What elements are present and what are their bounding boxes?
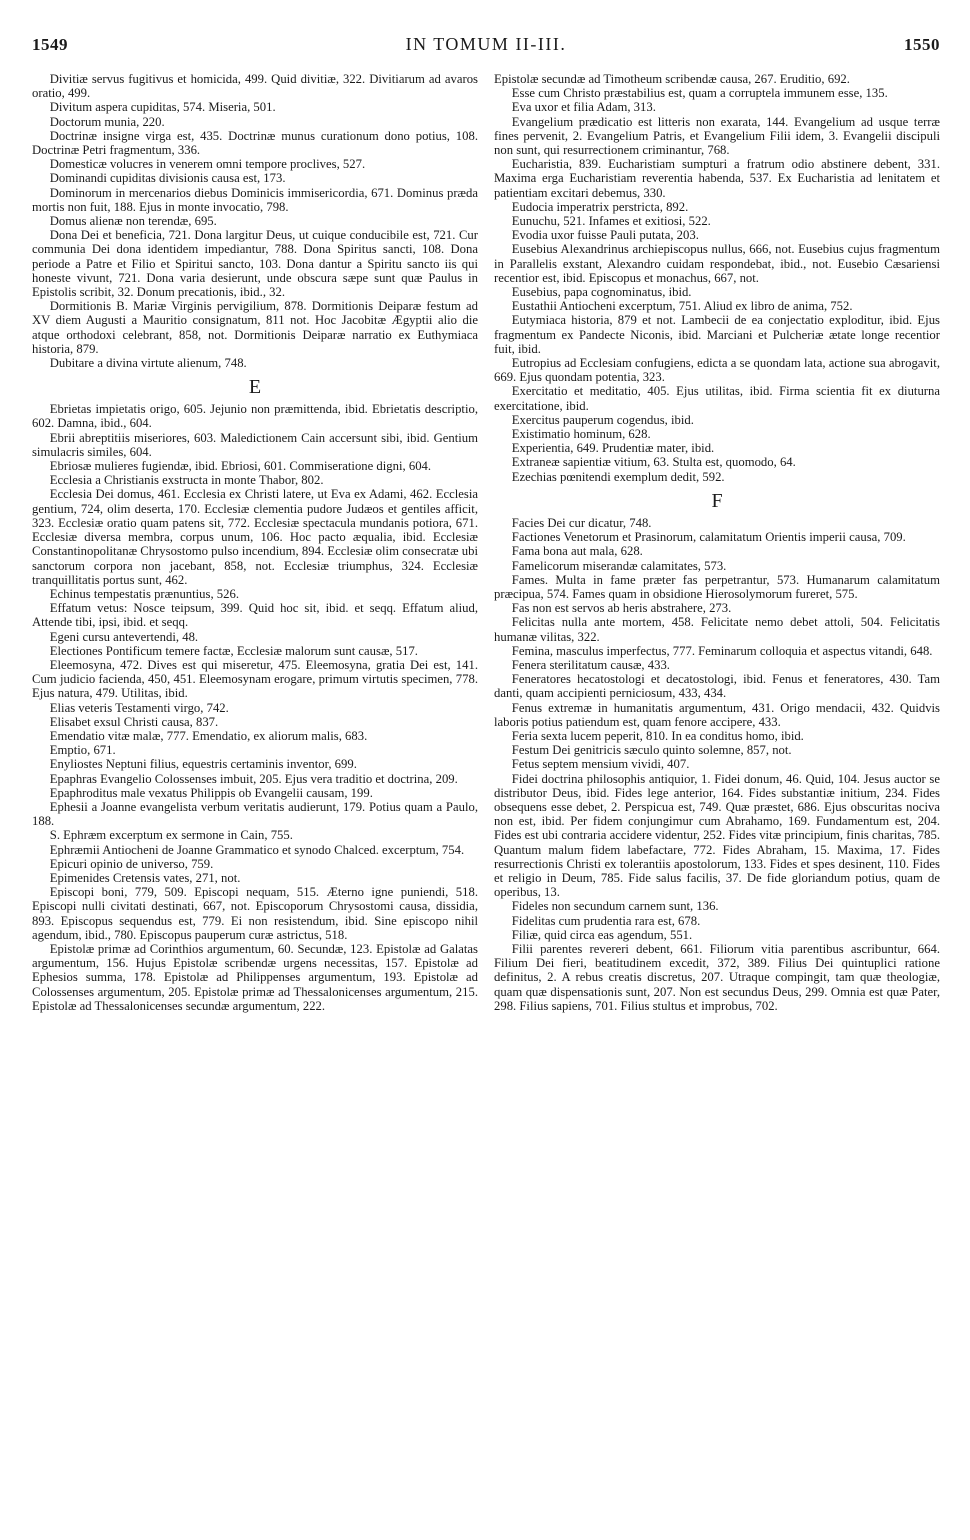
index-entry: S. Ephræm excerptum ex sermone in Cain, 755.: [49, 828, 293, 843]
index-entry: Eudocia imperatrix perstricta, 892.: [511, 199, 689, 214]
section-letter-e: E: [248, 376, 262, 399]
index-entry: Fideles non secundum carnem sunt, 136.: [511, 899, 719, 914]
index-entry: Effatum vetus: Nosce teipsum, 399. Quid hoc sit, ibid. et seqq. Effatum aliud, Attende tibi, ipsi, ibid. et seqq.: [32, 601, 478, 630]
index-columns: [32, 72, 940, 1013]
index-entry: Domesticæ volucres in venerem omni tempore proclives, 527.: [49, 157, 366, 172]
index-entry: Epistolæ primæ ad Corinthios argumentum, 60. Secundæ, 123. Epistolæ ad Galatas argumentum, 156. Hujus Epistolæ scribendæ urgens necessitas, 157. Epistolæ ad Ephesios summa, 178. Epistolæ ad Philippenses argumentum, 193. Epistolæ ad Colossenses argumentum, 205. Epistolæ primæ ad Thessalonicenses argumentum, 215. Epistolæ ad Thessalonicenses secundæ argumentum, 222.: [32, 941, 478, 1013]
index-entry: Ezechias pœnitendi exemplum dedit, 592.: [511, 469, 725, 484]
index-entry: Fas non est servos ab heris abstrahere, 273.: [511, 601, 732, 616]
index-entry: Emptio, 671.: [49, 743, 116, 758]
index-entry: Elias veteris Testamenti virgo, 742.: [49, 700, 229, 715]
index-entry: Fetus septem mensium vividi, 407.: [511, 757, 690, 772]
index-entry: Eustathii Antiocheni excerptum, 751. Aliud ex libro de anima, 752.: [511, 299, 853, 314]
index-entry: Feneratores hecatostologi et decatostologi, ibid. Fenus et feneratores, 430. Tam danti, quam accipienti perniciosum, 433, 434.: [494, 672, 940, 701]
index-entry: Echinus tempestatis prænuntius, 526.: [49, 586, 240, 601]
index-entry: Existimatio hominum, 628.: [511, 427, 651, 442]
index-entry: Eusebius Alexandrinus archiepiscopus nullus, 666, not. Eusebius cujus fragmentum in Parallelis exstant, Alexandro cuidam respondebat, ibid., not. Eusebio Cæsariensi recentior est, ibid. Episcopus et monachus, 667, not.: [494, 242, 940, 285]
index-entry: Fidelitas cum prudentia rara est, 678.: [511, 913, 701, 928]
index-entry: Ecclesia a Christianis exstructa in monte Thabor, 802.: [49, 473, 324, 488]
index-entry: Dominandi cupiditas divisionis causa est, 173.: [49, 171, 286, 186]
index-entry: Fidei doctrina philosophis antiquior, 1. Fidei donum, 46. Quid, 104. Jesus auctor se distributor Deus, ibid. Fides lege anterior, 164. Fides substantiæ initium, 234. Fides obsequens esse debet, 2. Perspicua est, 749. Quæ præstet, 686. Ejus obscuritas nociva non est, ibid. Per fidem conjungimur cum Abrahamo, 169. Fundamentum est, 204. Fides est ubi contraria accidere videntur, 252. Fides vitæ principium, finis charitas, 785. Quantum malum fidem labefactare, 772. Fides Abraham, 15. Maxima, 17. Fides resurrectionis Christi ex tolerantiis apostolorum, 133. Fides et spes desinent, 110. Fides et religio in Deum, 785. Fide salus facilis, 37. De fide gloriandum potius, quam de operibus, 13.: [494, 771, 940, 900]
index-entry: Elisabet exsul Christi causa, 837.: [49, 714, 219, 729]
right-column: [494, 72, 940, 1013]
index-entry: Festum Dei genitricis sæculo quinto solemne, 857, not.: [511, 743, 792, 758]
index-entry: Egeni cursu antevertendi, 48.: [49, 629, 199, 644]
index-entry: Fenus extremæ in humanitatis argumentum, 431. Origo mendacii, 432. Quidvis laboris potius patiendum est, quam fenore accipere, 433.: [494, 700, 940, 729]
index-entry: Eucharistia, 839. Eucharistiam sumpturi a fratrum odio abstinere debent, 331. Maxima erga Eucharistiam reverentia habenda, 537. Ex Eucharistia ad lenitatem et patientiam excitari debemus, 330.: [494, 157, 940, 200]
index-entry: Ephesii a Joanne evangelista verbum veritatis audierunt, 179. Potius quam a Paulo, 188.: [32, 799, 478, 829]
index-entry: Filii parentes revereri debent, 661. Filiorum vitia parentibus ascribuntur, 664. Filium Dei fieri, beatitudinem excedit, 372, 389. Filius Dei quintuplici ratione definitus, 2. A rebus creatis discretus, 207. Utraque compingit, tam quæ theologiæ, quam quæ dispensationis sunt, 207. Non est secundus Deus, 299. Omnia est quæ Pater, 298. Filius sapiens, 701. Filius stultus et improbus, 702.: [494, 941, 940, 1013]
index-entry: Famelicorum miserandæ calamitates, 573.: [511, 558, 727, 573]
index-entry: Evangelium prædicatio est litteris non exarata, 144. Evangelium ad usque terræ fines pervenit, 2. Evangelium Patris, et Evangelium Filii idem, 3. Evangelii discipuli non sunt, qui resurrectionem criminantur, 768.: [494, 114, 940, 158]
index-entry: Eutymiaca historia, 879 et not. Lambecii de ea conjectatio exploditur, ibid. Ejus fragmentum ex Pandecte Niconis, ibid. Marciani et Pulcheriæ ætate longe recentior fuit, ibid.: [494, 313, 940, 356]
index-entry: Epimenides Cretensis vates, 271, not.: [49, 870, 241, 885]
index-entry: Ebriosæ mulieres fugiendæ, ibid. Ebriosi, 601. Commiseratione digni, 604.: [49, 459, 432, 474]
index-entry: Ecclesia Dei domus, 461. Ecclesia ex Christi latere, ut Eva ex Adami, 462. Ecclesia gentium, 724, olim deserta, 170. Ecclesiæ clementia pudore Judæos et gentiles afficit, 323. Ecclesiæ oratio quam patens sit, 772. Ecclesiæ spectacula mundanis potiora, 671. Ecclesiæ diversa membra, corpus unum, 106. Hoc pacto æqualia, ibid. Ecclesiæ Constantinopolitanæ Chrysostomo pulso incendium, 894. Ecclesiæ olim consecratæ ubi sanctorum corpora non jacebant, 858, not. Ecclesiæ triumphus, 324. Ecclesiæ tranquillitatis portus sunt, 462.: [32, 487, 478, 587]
index-entry: Domus alienæ non terendæ, 695.: [49, 214, 217, 229]
index-entry: Ephræmii Antiocheni de Joanne Grammatico et synodo Chalced. excerptum, 754.: [49, 842, 465, 857]
index-entry: Eusebius, papa cognominatus, ibid.: [511, 285, 692, 300]
index-entry: Episcopi boni, 779, 509. Episcopi nequam, 515. Æterno igne puniendi, 518. Episcopi nulli civitati destinati, 667, not. Episcoporum Chrysostomi causa, dissidia, 893. Episcopus sequendus est, 779. Ei non resistendum, ibid. Sine episcopo nihil agendum, ibid., 780. Episcopus pauperum curæ astrictus, 518.: [32, 885, 478, 942]
index-entry: Emendatio vitæ malæ, 777. Emendatio, ex aliorum malis, 683.: [49, 728, 368, 743]
page-header: [32, 34, 940, 64]
index-entry: Doctrinæ insigne virga est, 435. Doctrinæ munus curationum dono potius, 108. Doctrinæ Petri fragmentum, 336.: [32, 128, 478, 158]
index-entry: Eutropius ad Ecclesiam confugiens, edicta a se quondam lata, actione sua abrogavit, 669. Ejus quondam potentia, 323.: [494, 356, 940, 385]
left-page-number: 1549: [32, 35, 68, 54]
index-entry: Fama bona aut mala, 628.: [511, 544, 643, 559]
index-entry: Eva uxor et filia Adam, 313.: [511, 100, 656, 115]
index-entry: Factiones Venetorum et Prasinorum, calamitatum Orientis imperii causa, 709.: [511, 530, 906, 545]
index-entry: Fames. Multa in fame præter fas perpetrantur, 573. Humanarum calamitatum præcipua, 574. Fames quam in obsidione Hierosolymorum fureret, 575.: [494, 572, 940, 601]
index-entry: Epaphroditus male vexatus Philippis ob Evangelii causam, 199.: [49, 785, 373, 800]
index-entry: Esse cum Christo præstabilius est, quam a corruptela immunem esse, 135.: [511, 86, 888, 101]
index-entry: Enyliostes Neptuni filius, equestris certaminis inventor, 699.: [49, 757, 357, 772]
index-entry: Electiones Pontificum temere factæ, Ecclesiæ malorum sunt causæ, 517.: [49, 643, 418, 658]
index-entry: Filiæ, quid circa eas agendum, 551.: [511, 927, 693, 942]
index-entry: Dormitionis B. Mariæ Virginis pervigilium, 878. Dormitionis Deiparæ festum ad XV diem Augusti a Mauritio consignatum, 811 not. Hoc Jacobitæ Ægyptii alio die atque orthodoxi celebrant, 858, not. Dormitionis Deiparæ narratio ex Euthymiaca historia, 879.: [32, 299, 478, 356]
section-letter-f: F: [711, 489, 723, 512]
index-entry: Feria sexta lucem peperit, 810. In ea conditus homo, ibid.: [511, 728, 804, 743]
index-entry: Ebrietas impietatis origo, 605. Jejunio non præmittenda, ibid. Ebrietatis descriptio, 602. Damna, ibid., 604.: [32, 402, 478, 431]
index-entry: Eunuchu, 521. Infames et exitiosi, 522.: [511, 214, 711, 229]
index-entry: Facies Dei cur dicatur, 748.: [511, 515, 652, 530]
index-entry: Divitum aspera cupiditas, 574. Miseria, 501.: [49, 100, 276, 115]
index-entry: Exercitus pauperum cogendus, ibid.: [511, 412, 694, 427]
index-entry: Dona Dei et beneficia, 721. Dona largitur Deus, ut cuique conducibile est, 721. Cur communia Dei dona identidem impediantur, 788. Dona Spiritus sancti, 108. Dona periode a Patre et Filio et Spiritui sancto, 103. Dona dantur a Spiritu sancto iis qui honeste vivunt, 721. Dona varia desierunt, unde obscura sæpe sunt quæ Paulus in Epistolis scribit, 32. Donum precationis, ibid., 32.: [32, 228, 478, 300]
index-entry: Epistolæ secundæ ad Timotheum scribendæ causa, 267. Eruditio, 692.: [494, 72, 850, 86]
index-entry: Eleemosyna, 472. Dives est qui miseretur, 475. Eleemosyna, gratia Dei est, 141. Cum judicio facienda, 450, 451. Eleemosynam erogare, primum virtutis specimen, 778. Ejus natura, 479. Utilitas, ibid.: [32, 657, 478, 701]
index-entry: Fenera sterilitatum causæ, 433.: [511, 657, 670, 672]
index-entry: Epaphras Evangelio Colossenses imbuit, 205. Ejus vera traditio et doctrina, 209.: [49, 771, 458, 786]
index-entry: Extraneæ sapientiæ vitium, 63. Stulta est, quomodo, 64.: [511, 455, 796, 470]
index-entry: Felicitas nulla ante mortem, 458. Felicitate nemo debet attoli, 504. Felicitatis humanæ vilitas, 322.: [494, 615, 940, 644]
index-entry: Experientia, 649. Prudentiæ mater, ibid.: [511, 441, 715, 456]
index-entry: Dubitare a divina virtute alienum, 748.: [49, 356, 247, 371]
index-entry: Exercitatio et meditatio, 405. Ejus utilitas, ibid. Firma scientia fit ex diuturna exercitatione, ibid.: [494, 384, 940, 413]
index-entry: Doctorum munia, 220.: [49, 114, 165, 129]
left-column: [32, 72, 478, 1013]
index-entry: Dominorum in mercenarios diebus Dominicis immisericordia, 671. Dominus præda mortis non fuit, 188. Ejus in monte invocatio, 798.: [32, 185, 478, 214]
right-page-number: 1550: [904, 35, 940, 54]
index-entry: Evodia uxor fuisse Pauli putata, 203.: [511, 228, 699, 243]
index-entry: Ebrii abreptitiis miseriores, 603. Maledictionem Cain accersunt sibi, ibid. Gentium simulacris similes, 604.: [32, 430, 478, 459]
index-entry: Femina, masculus imperfectus, 777. Feminarum colloquia et aspectus vitandi, 648.: [511, 643, 933, 658]
running-title: IN TOMUM II-III.: [405, 34, 567, 54]
index-entry: Divitiæ servus fugitivus et homicida, 499. Quid divitiæ, 322. Divitiarum ad avaros oratio, 499.: [32, 72, 478, 101]
index-entry: Epicuri opinio de universo, 759.: [49, 856, 214, 871]
